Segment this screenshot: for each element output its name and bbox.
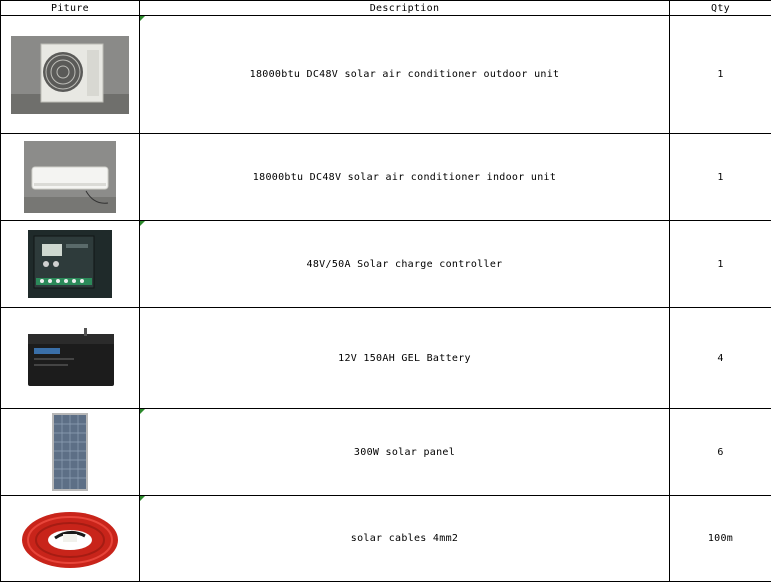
indoor-ac-unit-photo <box>24 141 116 213</box>
qty-cell: 1 <box>670 16 771 134</box>
description-cell <box>140 134 670 221</box>
table-row <box>1 409 771 496</box>
cable-coil-photo <box>15 504 125 574</box>
qty-cell: 6 <box>670 409 771 496</box>
description-cell <box>140 16 670 134</box>
solar-panel-photo <box>52 413 88 491</box>
table-row <box>1 16 771 134</box>
cell-marker <box>140 16 145 21</box>
qty-cell: 1 <box>670 221 771 308</box>
picture-cell <box>1 134 140 221</box>
table-row <box>1 308 771 409</box>
qty-cell: 4 <box>670 308 771 409</box>
header-row <box>1 1 771 16</box>
charge-controller-photo <box>28 230 112 298</box>
description-text: 48V/50A Solar charge controller <box>306 258 503 270</box>
cell-marker <box>140 409 145 414</box>
picture-cell <box>1 409 140 496</box>
description-text: 12V 150AH GEL Battery <box>338 352 471 364</box>
description-cell <box>140 221 670 308</box>
picture-cell <box>1 221 140 308</box>
picture-cell <box>1 16 140 134</box>
description-text: 300W solar panel <box>353 446 456 458</box>
header-qty: Qty <box>670 1 771 16</box>
description-cell <box>140 409 670 496</box>
table-row <box>1 221 771 308</box>
gel-battery-photo <box>22 324 118 392</box>
qty-cell: 1 <box>670 134 771 221</box>
description-text: 18000btu DC48V solar air conditioner indoor unit <box>252 171 557 183</box>
description-cell <box>140 496 670 582</box>
picture-cell <box>1 308 140 409</box>
header-description: Description <box>140 1 670 16</box>
table-row <box>1 496 771 582</box>
description-cell <box>140 308 670 409</box>
header-picture: Piture <box>1 1 140 16</box>
outdoor-ac-unit-photo <box>11 36 129 114</box>
cell-marker <box>140 221 145 226</box>
picture-cell <box>1 496 140 582</box>
description-text: solar cables 4mm2 <box>350 533 459 544</box>
cell-marker <box>140 496 145 501</box>
description-text: 18000btu DC48V solar air conditioner outdoor unit <box>249 69 560 80</box>
qty-cell: 100m <box>670 496 771 582</box>
table-row <box>1 134 771 221</box>
